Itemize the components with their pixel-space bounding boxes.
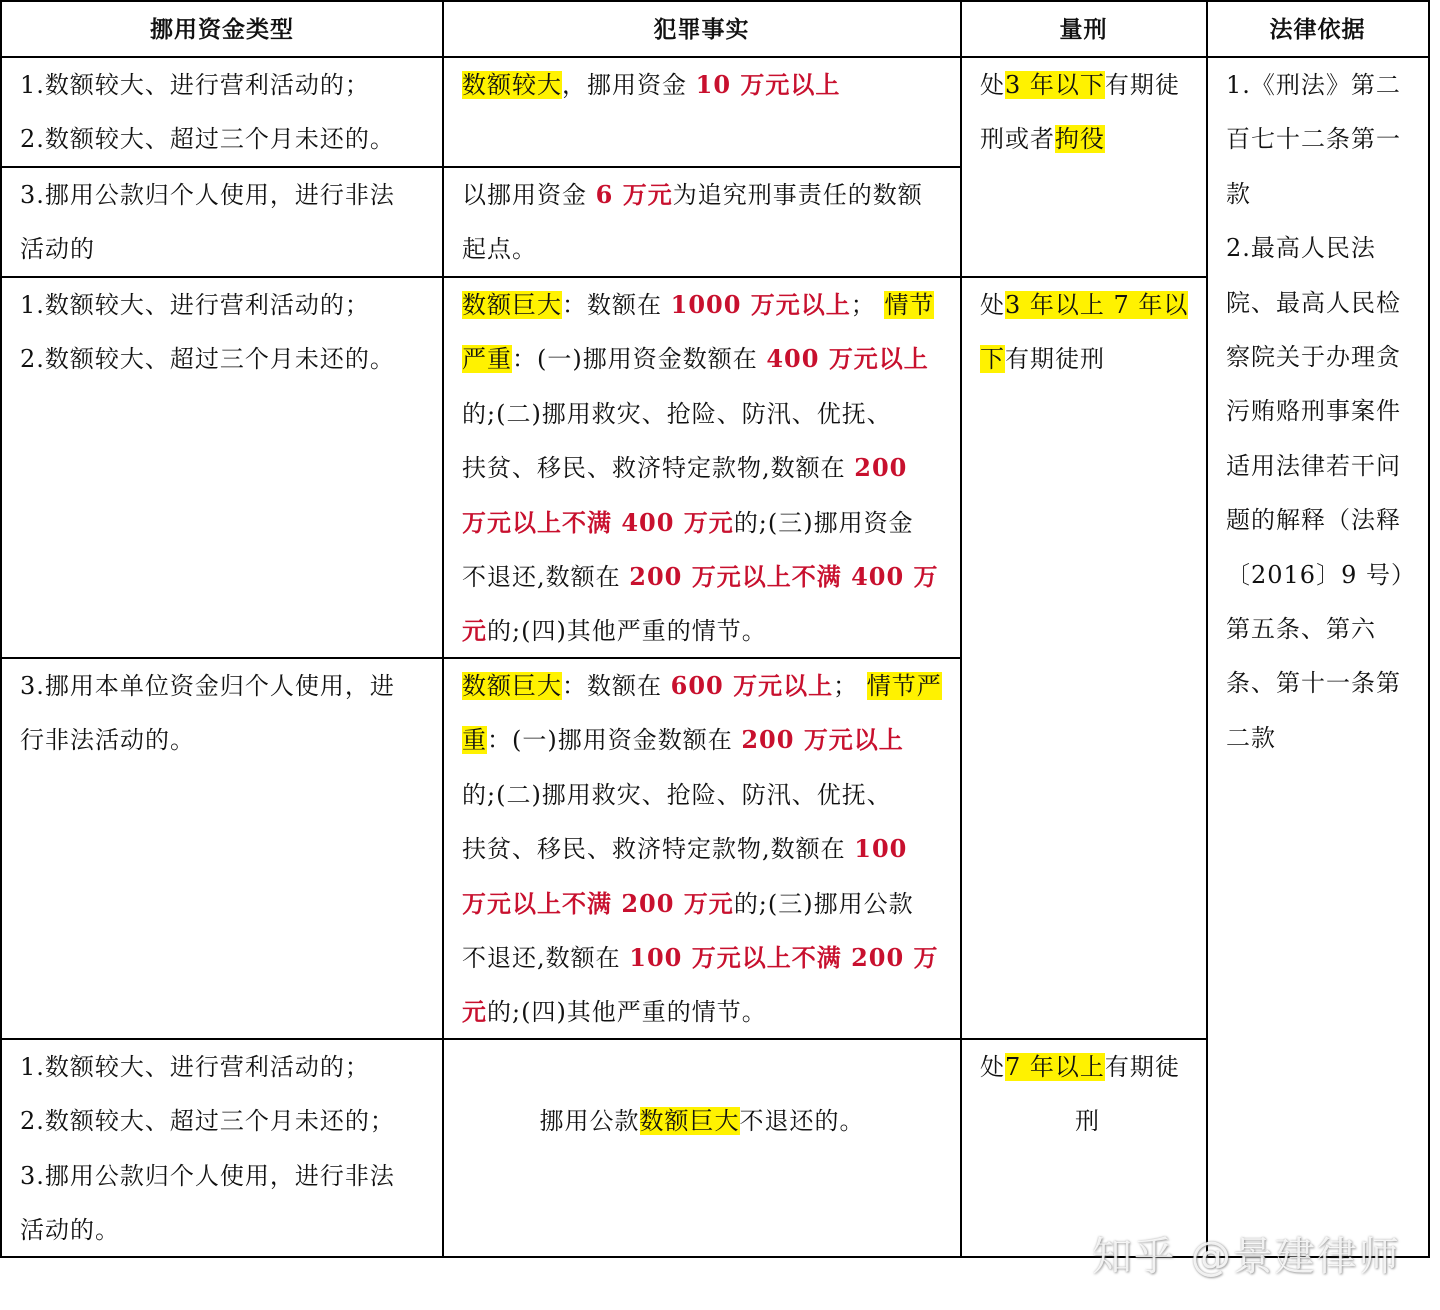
law-line: 察院关于办理贪 — [1226, 343, 1401, 372]
row1-type — [20, 58, 425, 167]
text: 为追究刑事责任的数额 — [672, 181, 923, 209]
amount: 万元以上不满 400 万元 — [462, 507, 734, 537]
header-law: 法律依据 — [1269, 17, 1366, 43]
text: 扶贫、移民、救济特定款物,数额在 — [462, 835, 855, 864]
law-line: 百七十二条第一 — [1226, 125, 1401, 154]
text: 处 — [980, 71, 1005, 99]
highlight: 数额巨大 — [462, 291, 562, 319]
row3-type-line: 2.数额较大、超过三个月未还的。 — [20, 345, 395, 374]
text: 的;(二)挪用救灾、抢险、防汛、优抚、 — [462, 780, 892, 809]
text: 的;(二)挪用救灾、抢险、防汛、优抚、 — [462, 399, 892, 428]
row1-type-line: 2.数额较大、超过三个月未还的。 — [20, 125, 395, 154]
amount: 400 万元以上 — [766, 344, 929, 374]
row2-type-line: 3.挪用公款归个人使用，进行非法 — [20, 181, 395, 209]
row1-fact — [462, 58, 942, 112]
law-line: 款 — [1226, 179, 1251, 208]
text: 不退还的。 — [739, 1107, 865, 1135]
amount: 100 — [854, 834, 908, 864]
text: 的;(三)挪用公款 — [733, 889, 914, 918]
text: 处 — [980, 1053, 1005, 1081]
border-right — [1428, 0, 1430, 1258]
watermark: 知乎 @景建律师 — [1092, 1234, 1401, 1280]
text: 不退还,数额在 — [462, 944, 630, 973]
text: ：(一)挪用资金数额在 — [512, 345, 767, 374]
amount: 万元以上不满 200 万元 — [462, 888, 734, 918]
row5-type-line: 3.挪用公款归个人使用，进行非法 — [20, 1161, 395, 1190]
text: 的;(四)其他严重的情节。 — [487, 998, 767, 1027]
border-col1 — [442, 0, 444, 1258]
header-type: 挪用资金类型 — [150, 17, 294, 43]
row4-fact — [462, 659, 942, 1040]
text: ； — [850, 291, 885, 319]
row2-type — [20, 168, 425, 277]
row2-fact — [462, 168, 942, 277]
sentence-3 — [980, 1040, 1195, 1149]
amount: 元 — [462, 997, 487, 1027]
highlight: 3 年以上 7 年以 — [1005, 291, 1189, 319]
amount: 6 万元 — [595, 180, 673, 209]
row5-type-line: 2.数额较大、超过三个月未还的； — [20, 1107, 395, 1136]
law-line: 1.《刑法》第二 — [1226, 71, 1401, 99]
highlight: 数额较大 — [462, 71, 562, 99]
law-line: 条、第十一条第 — [1226, 669, 1401, 698]
amount: 元 — [462, 616, 487, 646]
text: 处 — [980, 291, 1005, 319]
highlight: 情节严 — [866, 672, 942, 700]
text: 扶贫、移民、救济特定款物,数额在 — [462, 454, 855, 483]
text: 刑 — [1075, 1107, 1100, 1136]
text: 刑或者 — [980, 125, 1055, 154]
text: 不退还,数额在 — [462, 563, 630, 592]
law-line: 适用法律若干问 — [1226, 451, 1401, 480]
text: ：(一)挪用资金数额在 — [487, 726, 742, 755]
law-line: 2.最高人民法 — [1226, 234, 1376, 263]
highlight: 数额巨大 — [462, 672, 562, 700]
amount: 200 — [854, 453, 908, 483]
header-sentence: 量刑 — [1059, 17, 1108, 43]
row4-type-line: 行非法活动的。 — [20, 726, 195, 755]
amount: 200 万元以上 — [741, 725, 904, 755]
row4-type — [20, 659, 425, 768]
text: 有期徒 — [1104, 1053, 1180, 1081]
row5-type — [20, 1040, 425, 1258]
text: 有期徒 — [1104, 71, 1180, 99]
highlight: 严重 — [462, 345, 512, 374]
law-line: 二款 — [1226, 723, 1276, 752]
row3-fact — [462, 278, 942, 659]
row1-type-line: 1.数额较大、进行营利活动的； — [20, 71, 370, 99]
text: 以挪用资金 — [462, 181, 596, 209]
text: 挪用公款 — [539, 1107, 640, 1135]
law-line: 污贿赂刑事案件 — [1226, 397, 1401, 426]
highlight: 下 — [980, 345, 1005, 374]
amount: 200 万元以上不满 400 万 — [629, 562, 939, 592]
highlight: 情节 — [884, 291, 935, 319]
law-line: 院、最高人民检 — [1226, 288, 1401, 317]
text: 起点。 — [462, 235, 537, 264]
highlight: 数额巨大 — [639, 1107, 740, 1135]
row3-type — [20, 278, 425, 387]
sentence-1 — [980, 58, 1195, 167]
amount: 100 万元以上不满 200 万 — [629, 943, 939, 973]
row4-type-line: 3.挪用本单位资金归个人使用，进 — [20, 672, 395, 700]
amount: 1000 万元以上 — [670, 290, 851, 319]
text: ：数额在 — [562, 672, 671, 700]
row5-type-line: 1.数额较大、进行营利活动的； — [20, 1053, 370, 1081]
amount: 600 万元以上 — [670, 671, 834, 700]
law-line: 题的解释（法释 — [1226, 506, 1401, 535]
law-basis — [1226, 58, 1416, 765]
row3-type-line: 1.数额较大、进行营利活动的； — [20, 291, 370, 319]
row5-fact — [444, 1094, 960, 1148]
text: ； — [833, 672, 867, 700]
highlight: 7 年以上 — [1005, 1053, 1105, 1081]
highlight: 重 — [462, 726, 487, 755]
text: 的;(四)其他严重的情节。 — [487, 617, 767, 646]
law-line: 第五条、第六 — [1226, 615, 1376, 644]
border-left — [0, 0, 2, 1258]
sentence-2 — [980, 278, 1195, 387]
text: 的;(三)挪用资金 — [733, 508, 914, 537]
border-col2 — [960, 0, 962, 1258]
highlight: 3 年以下 — [1005, 71, 1105, 99]
row5-type-line: 活动的。 — [20, 1216, 120, 1245]
law-line: 〔2016〕9 号） — [1226, 560, 1416, 589]
header-fact: 犯罪事实 — [653, 17, 750, 43]
highlight: 拘役 — [1055, 125, 1105, 154]
amount: 10 万元以上 — [695, 70, 841, 99]
row2-type-line: 活动的 — [20, 235, 95, 264]
text: ：数额在 — [562, 291, 671, 319]
text: ，挪用资金 — [562, 71, 696, 99]
text: 有期徒刑 — [1005, 345, 1105, 374]
border-col3 — [1206, 0, 1208, 1258]
